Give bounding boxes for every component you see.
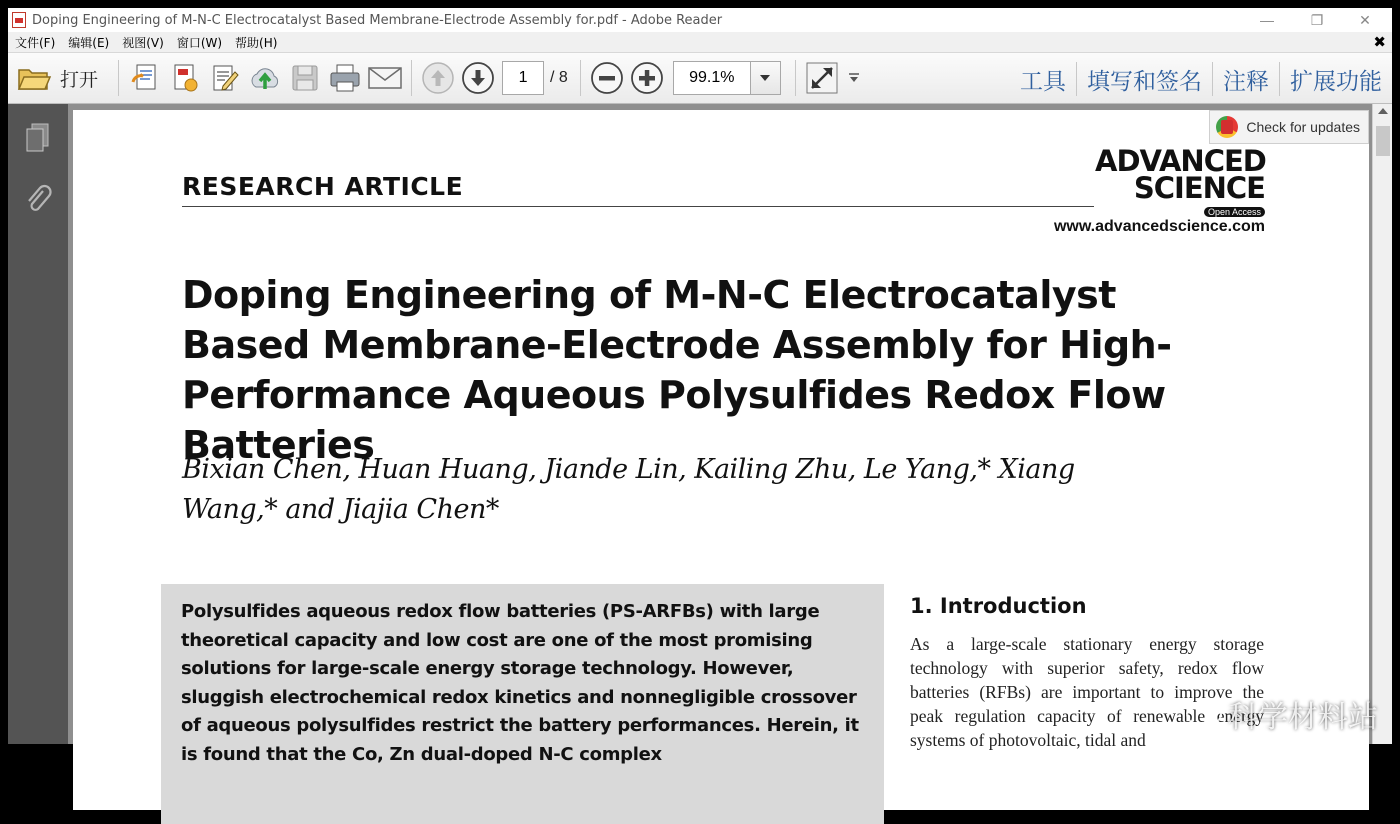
window-title: Doping Engineering of M-N-C Electrocatalyst Based Membrane-Electrode Assembly for.pdf - Adobe Reader: [32, 12, 723, 28]
comment-link[interactable]: 注释: [1223, 68, 1269, 95]
minimize-button[interactable]: —: [1260, 12, 1274, 28]
watermark: [1186, 692, 1378, 736]
upload-icon: [248, 63, 282, 93]
maximize-button[interactable]: ❐: [1310, 11, 1324, 28]
abstract-text: Polysulfides aqueous redox flow batteries (PS-ARFBs) with large theoretical capacity and low cost are one of the most promising solutions for large-scale energy storage technology. However, sluggish electrochemical redox kinetics and nonnegligible crossover of aqueous polysulfides restrict the battery performances. Herein, it is found that the Co, Zn dual-doped N-C complex: [181, 601, 859, 765]
pdf-page: [73, 110, 1369, 810]
journal-url[interactable]: www.advancedscience.com: [1053, 218, 1265, 235]
toolbar-separator: [580, 60, 581, 96]
extended-link[interactable]: 扩展功能: [1290, 68, 1382, 95]
fullscreen-button[interactable]: [802, 58, 842, 98]
toolbar-separator: [411, 60, 412, 96]
next-page-icon: [461, 61, 495, 95]
open-button[interactable]: [14, 58, 54, 98]
email-icon: [367, 65, 403, 91]
attachments-button[interactable]: [22, 182, 54, 218]
document-view[interactable]: [68, 104, 1392, 765]
scroll-up-icon[interactable]: [1378, 108, 1388, 114]
crossmark-icon: [1216, 116, 1238, 138]
open-label[interactable]: 打开: [60, 68, 99, 91]
section-heading: 1. Introduction: [910, 594, 1087, 618]
chevron-down-icon: [848, 72, 860, 84]
pages-icon: [24, 122, 52, 154]
convert-button[interactable]: [165, 58, 205, 98]
watermark-text: 科学材料站: [1228, 700, 1378, 735]
zoom-dropdown-button[interactable]: [750, 62, 780, 94]
menu-window[interactable]: 窗口(W): [176, 35, 223, 50]
weibo-logo-icon: [1186, 701, 1222, 727]
check-for-updates-button[interactable]: [1209, 110, 1369, 144]
menu-edit[interactable]: 编辑(E): [68, 35, 110, 50]
chevron-down-icon: [759, 74, 771, 82]
toolbar-options-button[interactable]: [842, 58, 866, 98]
upload-button[interactable]: [245, 58, 285, 98]
print-button[interactable]: [325, 58, 365, 98]
content-area: [8, 104, 1392, 765]
zoom-out-button[interactable]: [587, 58, 627, 98]
tools-link[interactable]: 工具: [1020, 68, 1066, 95]
attachment-icon: [25, 183, 51, 217]
create-pdf-button[interactable]: [125, 58, 165, 98]
article-type: RESEARCH ARTICLE: [182, 172, 464, 201]
title-bar: [8, 8, 1392, 32]
next-page-button[interactable]: [458, 58, 498, 98]
zoom-select[interactable]: [673, 61, 781, 95]
close-document-button[interactable]: ✖: [1373, 34, 1386, 51]
email-button[interactable]: [365, 58, 405, 98]
save-button[interactable]: [285, 58, 325, 98]
pdf-app-icon: [12, 12, 26, 28]
prev-page-icon: [421, 61, 455, 95]
print-icon: [328, 62, 362, 94]
paper-authors: Bixian Chen, Huan Huang, Jiande Lin, Kailing Zhu, Le Yang,* Xiang Wang,* and Jiajia Chen*: [182, 454, 1075, 525]
create-pdf-icon: [129, 62, 161, 94]
scroll-thumb[interactable]: [1376, 126, 1390, 156]
header-rule: [182, 206, 1094, 207]
menu-bar: [8, 32, 1392, 52]
logo-line-2: SCIENCE: [1133, 171, 1265, 205]
toolbar: [8, 52, 1392, 104]
check-updates-label: Check for updates: [1246, 119, 1360, 135]
journal-logo: [1095, 144, 1266, 220]
adobe-reader-window: [8, 8, 1392, 765]
zoom-value[interactable]: 99.1%: [689, 69, 735, 86]
fullscreen-icon: [805, 61, 839, 95]
task-pane-links: [1010, 53, 1392, 105]
vertical-scrollbar[interactable]: [1372, 104, 1392, 744]
zoom-in-icon: [630, 61, 664, 95]
toolbar-separator: [795, 60, 796, 96]
menu-view[interactable]: 视图(V): [122, 35, 164, 50]
edit-button[interactable]: [205, 58, 245, 98]
close-button[interactable]: ✕: [1359, 11, 1371, 28]
navigation-pane: [8, 104, 68, 744]
paper-title: Doping Engineering of M-N-C Electrocatalyst Based Membrane-Electrode Assembly for High-Performance Aqueous Polysulfides Redox Flow Batteries: [182, 273, 1172, 467]
menu-help[interactable]: 帮助(H): [235, 35, 278, 50]
introduction-text: As a large-scale stationary energy storage technology with superior safety, redox flow batteries (RFBs) are important to improve the peak regulation capacity of renewable energy systems of photovoltaic, tidal and: [910, 634, 1264, 750]
abstract-box: [161, 584, 884, 824]
logo-line-1: ADVANCED: [1095, 144, 1266, 178]
open-access-badge: Open Access: [1204, 207, 1265, 217]
previous-page-button[interactable]: [418, 58, 458, 98]
page-thumbnails-button[interactable]: [22, 120, 54, 156]
zoom-in-button[interactable]: [627, 58, 667, 98]
edit-icon: [209, 62, 241, 94]
save-icon: [290, 63, 320, 93]
toolbar-separator: [118, 60, 119, 96]
menu-file[interactable]: 文件(F): [15, 35, 56, 50]
page-total: / 8: [550, 69, 568, 86]
zoom-out-icon: [590, 61, 624, 95]
folder-open-icon: [17, 64, 51, 92]
convert-icon: [169, 62, 201, 94]
page-number-input[interactable]: 1: [502, 61, 544, 95]
fill-sign-link[interactable]: 填写和签名: [1087, 68, 1202, 95]
